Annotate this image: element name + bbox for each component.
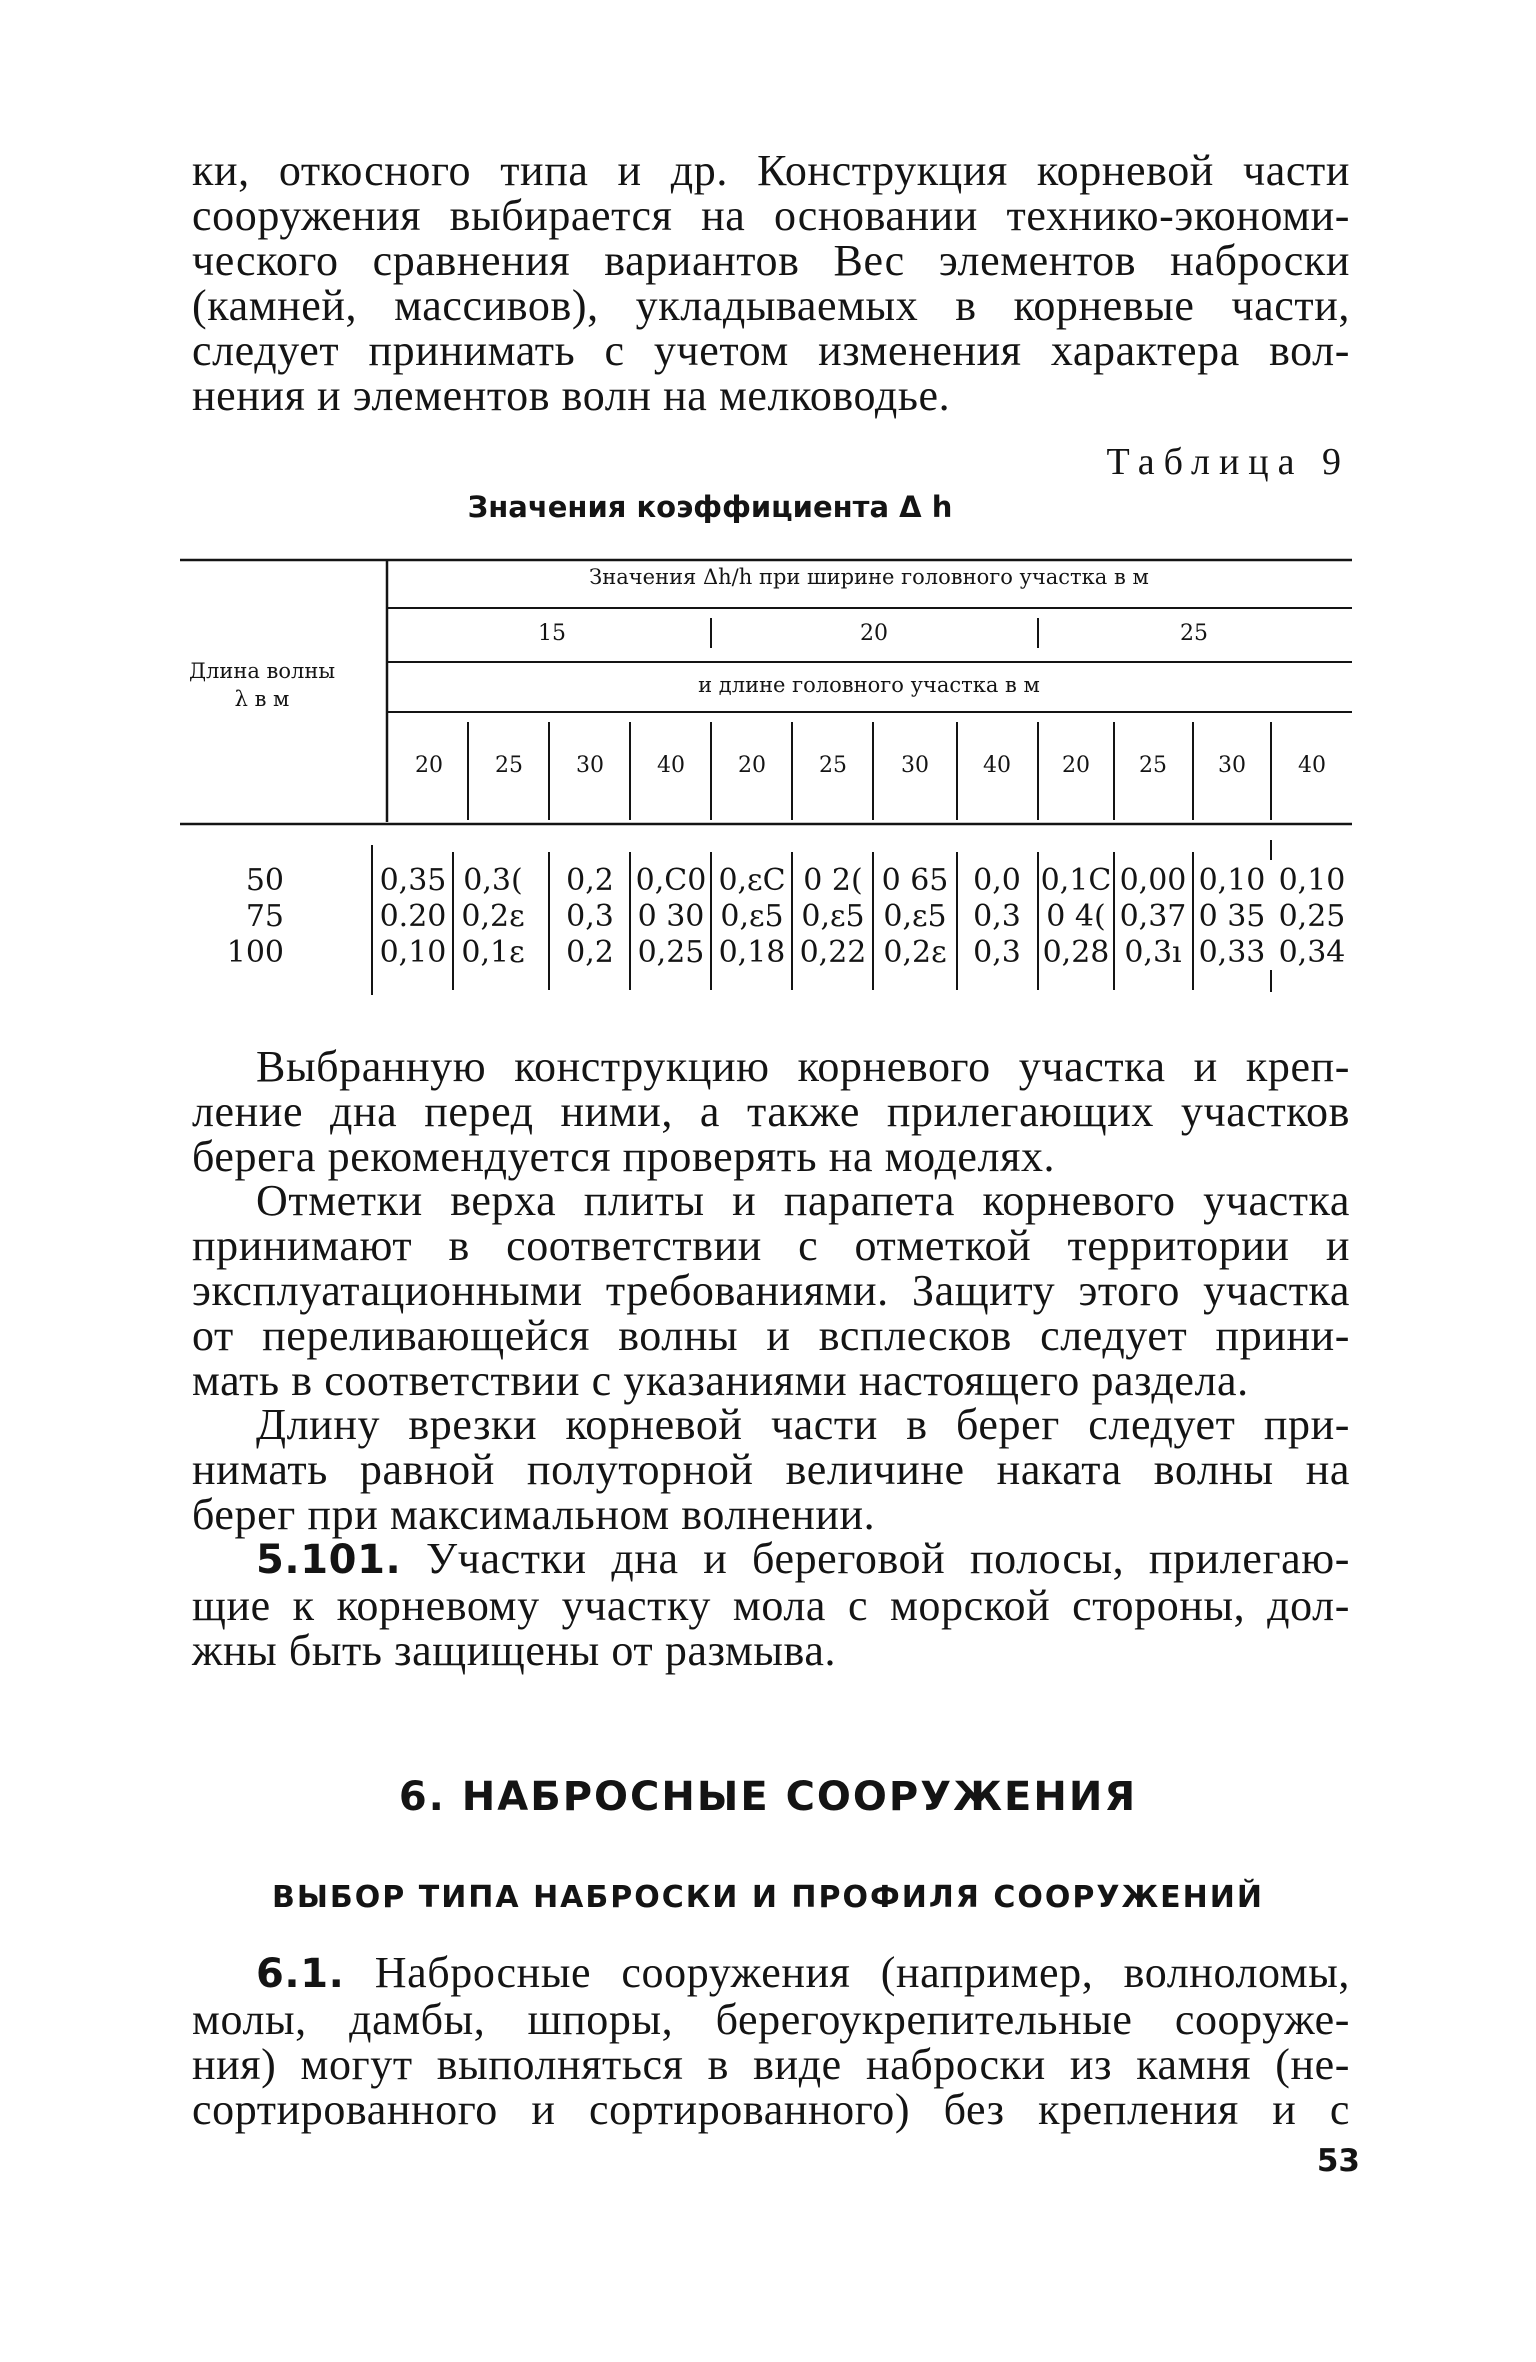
table-cell: 0.20 [379, 899, 447, 934]
row-label-header: Длина волны [188, 659, 336, 683]
clause-number: 6.1. [256, 1951, 345, 1997]
body-paragraph [192, 1044, 1350, 1179]
text-line: Длину врезки корневой части в берег следует при- [256, 1400, 1350, 1449]
table-cell: 0 4( [1046, 899, 1106, 934]
numbered-paragraph [192, 1950, 1350, 2132]
coefficient-table [0, 0, 1536, 1040]
group-title: Значения Δh/h при ширине головного участка в м [589, 565, 1149, 589]
text-line: Отметки верха плиты и парапета корневого участка [256, 1176, 1350, 1225]
text-line: берега рекомендуется проверять на моделях. [192, 1132, 1056, 1181]
wave-length-cell: 50 [245, 863, 284, 898]
table-cell: 0,34 [1278, 935, 1346, 970]
width-header: 20 [860, 621, 888, 646]
text-line: сортированного и сортированного) без крепления и с [192, 2085, 1350, 2134]
table-cell: 0,22 [799, 935, 867, 970]
table-cell: 0,10 [379, 935, 447, 970]
row-label-unit: λ в м [234, 687, 290, 711]
table-cell: 0,35 [379, 863, 447, 898]
length-header: 25 [1139, 753, 1167, 778]
section-title: 6. НАБРОСНЫЕ СООРУЖЕНИЯ [398, 1774, 1138, 1820]
table-cell: 0,37 [1119, 899, 1187, 934]
length-header: 20 [738, 753, 766, 778]
table-cell: 0,2 [566, 863, 614, 898]
length-title: и длине головного участка в м [698, 673, 1040, 697]
length-header: 30 [1218, 753, 1246, 778]
clause-text: Набросные сооружения (например, волноломы, [344, 1948, 1350, 1997]
length-header: 20 [415, 753, 443, 778]
text-line: от переливающейся волны и всплесков следует прини- [192, 1311, 1350, 1360]
length-header: 40 [983, 753, 1011, 778]
table-cell: 0,C0 [635, 863, 707, 898]
text-line: эксплуатационными требованиями. Защиту этого участка [192, 1266, 1350, 1315]
text-line: молы, дамбы, шпоры, берегоукрепительные сооруже- [192, 1995, 1350, 2044]
table-cell: 0,εC [718, 863, 786, 898]
table-cell: 0,25 [1278, 899, 1346, 934]
text-line: ческого сравнения вариантов Вес элементов наброски [192, 236, 1350, 285]
table-cell: 0,10 [1278, 863, 1346, 898]
clause-text: Участки дна и береговой полосы, прилегаю- [401, 1534, 1350, 1583]
length-header: 20 [1062, 753, 1090, 778]
text-line: принимают в соответствии с отметкой территории и [192, 1221, 1350, 1270]
table-cell: 0,1ε [461, 935, 525, 970]
table-cell: 0,0 [973, 863, 1021, 898]
width-header: 15 [538, 621, 566, 646]
wave-length-cell: 100 [226, 935, 284, 970]
table-cell: 0,ε5 [720, 899, 784, 934]
numbered-paragraph [192, 1536, 1350, 1673]
length-header: 25 [495, 753, 523, 778]
table-cell: 0,3 [973, 935, 1021, 970]
table-cell: 0,25 [637, 935, 705, 970]
text-line: жны быть защищены от размыва. [192, 1626, 837, 1675]
table-cell: 0,18 [718, 935, 786, 970]
text-line: мать в соответствии с указаниями настоящего раздела. [192, 1356, 1249, 1405]
body-paragraph [192, 1178, 1350, 1403]
text-line: ния) могут выполняться в виде наброски из камня (не- [192, 2040, 1350, 2089]
table-cell: 0,ε5 [801, 899, 865, 934]
text-line: щие к корневому участку мола с морской стороны, дол- [192, 1581, 1350, 1630]
table-cell: 0,ε5 [883, 899, 947, 934]
text-line: следует принимать с учетом изменения характера вол- [192, 326, 1350, 375]
text-line: ление дна перед ними, а также прилегающих участков [192, 1087, 1350, 1136]
text-line [192, 1950, 1350, 1997]
table-number-label: Таблица 9 [1106, 441, 1350, 483]
text-line: берег при максимальном волнении. [192, 1490, 876, 1539]
table-cell: 0,3 [566, 899, 614, 934]
table-cell: 0,1C [1040, 863, 1112, 898]
text-line: сооружения выбирается на основании технико-экономи- [192, 191, 1350, 240]
length-header: 30 [901, 753, 929, 778]
table-cell: 0 65 [881, 863, 949, 898]
table-cell: 0,3( [463, 863, 523, 898]
table-cell: 0,2 [566, 935, 614, 970]
width-header: 25 [1180, 621, 1208, 646]
text-line: нимать равной полуторной величине наката волны на [192, 1445, 1350, 1494]
table-cell: 0,2ε [461, 899, 525, 934]
text-line: нения и элементов волн на мелководье. [192, 371, 951, 420]
table-cell: 0,10 [1198, 863, 1266, 898]
section-subtitle: ВЫБОР ТИПА НАБРОСКИ И ПРОФИЛЯ СООРУЖЕНИЙ [271, 1880, 1264, 1915]
body-paragraph [192, 1402, 1350, 1537]
length-header: 40 [657, 753, 685, 778]
length-header: 30 [576, 753, 604, 778]
page-number: 53 [1316, 2143, 1360, 2179]
text-line: ки, откосного типа и др. Конструкция корневой части [192, 146, 1350, 195]
table-title: Значения коэффициента Δ h [467, 490, 953, 524]
length-header: 25 [819, 753, 847, 778]
text-line: (камней, массивов), укладываемых в корневые части, [192, 281, 1350, 330]
text-line: Выбранную конструкцию корневого участка и креп- [256, 1042, 1350, 1091]
table-cell: 0 35 [1198, 899, 1266, 934]
table-cell: 0,3 [973, 899, 1021, 934]
table-cell: 0,3ı [1124, 935, 1182, 970]
text-line [192, 1536, 1350, 1583]
wave-length-cell: 75 [245, 899, 284, 934]
table-cell: 0 30 [637, 899, 705, 934]
table-cell: 0,2ε [883, 935, 947, 970]
table-cell: 0,00 [1119, 863, 1187, 898]
table-cell: 0,33 [1198, 935, 1266, 970]
clause-number: 5.101. [256, 1537, 402, 1583]
length-header: 40 [1298, 753, 1326, 778]
table-cell: 0,28 [1042, 935, 1110, 970]
table-cell: 0 2( [803, 863, 863, 898]
